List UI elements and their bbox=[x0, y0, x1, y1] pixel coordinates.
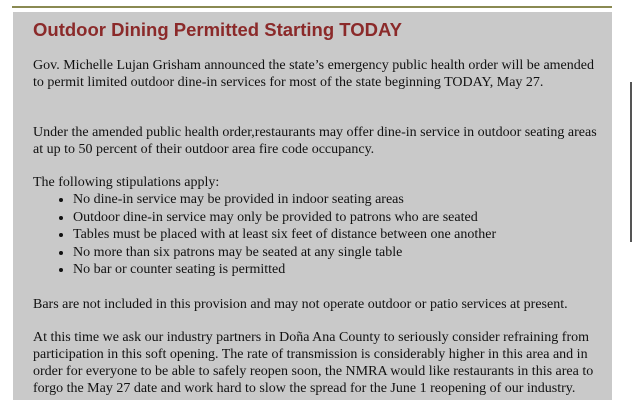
stipulations-intro: The following stipulations apply: bbox=[33, 175, 220, 190]
health-order-paragraph: Under the amended public health order,restaurants may offer dine-in service in outdoor seating areas at up to 50 percent of their outdoor area fire code occupancy. bbox=[33, 125, 597, 157]
list-item: • Outdoor dine-in service may only be provided to patrons who are seated bbox=[73, 209, 612, 227]
dona-ana-paragraph: At this time we ask our industry partners in Doña Ana County to seriously consider refraining from participation in this soft opening. The rate of transmission is considerably higher in this area and in order for everyone to be able to safely reopen soon, the NMRA would like restaurants in this area to forgo the May 27 date and work hard to slow the spread for the June 1 reopening of our industry. bbox=[33, 330, 594, 396]
announcement-panel bbox=[13, 12, 612, 400]
scrollbar[interactable] bbox=[630, 82, 632, 242]
article-title: Outdoor Dining Permitted Starting TODAY bbox=[33, 19, 402, 40]
list-item: • No more than six patrons may be seated at any single table bbox=[73, 244, 612, 262]
list-item: • Tables must be placed with at least six feet of distance between one another bbox=[73, 226, 612, 244]
list-item: • No bar or counter seating is permitted bbox=[73, 261, 612, 279]
intro-paragraph: Gov. Michelle Lujan Grisham announced the state’s emergency public health order will be amended to permit limited outdoor dine-in services for most of the state beginning TODAY, May 27. bbox=[33, 58, 594, 90]
stipulations-list bbox=[33, 191, 612, 279]
top-divider bbox=[12, 6, 612, 8]
list-item: • No dine-in service may be provided in indoor seating areas bbox=[73, 191, 612, 209]
bars-paragraph: Bars are not included in this provision and may not operate outdoor or patio services at present. bbox=[33, 297, 568, 312]
